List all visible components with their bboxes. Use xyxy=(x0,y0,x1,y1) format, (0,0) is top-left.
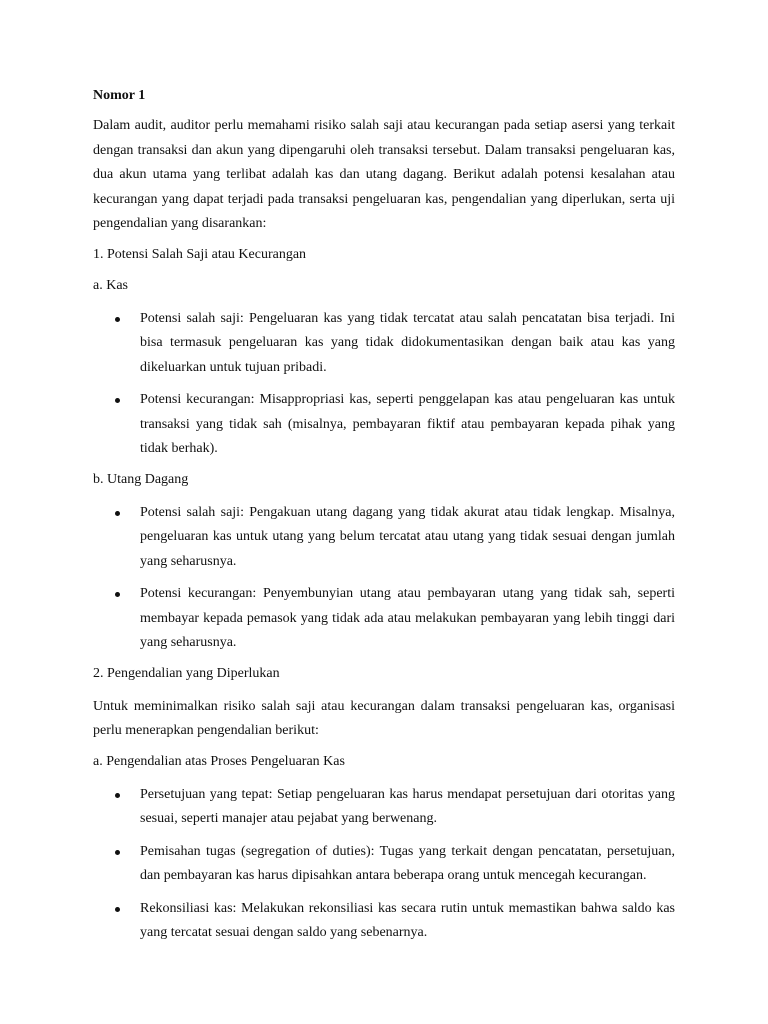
list-item xyxy=(93,840,675,889)
bullet-icon xyxy=(115,592,120,597)
section2-intro-paragraph: Untuk meminimalkan risiko salah saji atau kecurangan dalam transaksi pengeluaran kas, organisasi perlu menerapkan pengendalian berikut: xyxy=(93,698,675,738)
bullet-icon xyxy=(115,793,120,798)
document-page xyxy=(93,86,675,954)
subsection-proses-heading: a. Pengendalian atas Proses Pengeluaran Kas xyxy=(93,753,345,769)
intro-paragraph: Dalam audit, auditor perlu memahami risiko salah saji atau kecurangan pada setiap asersi yang terkait dengan transaksi dan akun yang dipengaruhi oleh transaksi tersebut. Dalam transaksi pengeluaran kas, dua akun utama yang terlibat adalah kas dan utang dagang. Berikut adalah potensi kesalahan atau kecurangan yang dapat terjadi pada transaksi pengeluaran kas, pengendalian yang diperlukan, serta uji pengendalian yang disarankan: xyxy=(93,118,675,231)
subsection-utang-heading: b. Utang Dagang xyxy=(93,471,189,487)
list-item-text: Rekonsiliasi kas: Melakukan rekonsiliasi kas secara rutin untuk memastikan bahwa saldo kas yang tercatat sesuai dengan saldo yang sebenarnya. xyxy=(140,900,675,940)
list-item xyxy=(93,582,675,656)
section2-heading: 2. Pengendalian yang Diperlukan xyxy=(93,665,280,681)
bullet-icon xyxy=(115,317,120,322)
list-item-text: Potensi kecurangan: Misappropriasi kas, seperti penggelapan kas atau pengeluaran kas untuk transaksi yang tidak sah (misalnya, pembayaran fiktif atau pembayaran kepada pihak yang tidak berhak). xyxy=(140,392,675,456)
section1-heading: 1. Potensi Salah Saji atau Kecurangan xyxy=(93,246,307,262)
list-item-text: Persetujuan yang tepat: Setiap pengeluaran kas harus mendapat persetujuan dari otoritas yang sesuai, seperti manajer atau pejabat yang berwenang. xyxy=(140,786,675,826)
list-item-text: Pemisahan tugas (segregation of duties): Tugas yang terkait dengan pencatatan, persetujuan, dan pembayaran kas harus dipisahkan antara beberapa orang untuk mencegah kecurangan. xyxy=(140,843,675,883)
bullet-icon xyxy=(115,398,120,403)
list-item xyxy=(93,307,675,381)
bullet-icon xyxy=(115,907,120,912)
document-title: Nomor 1 xyxy=(93,88,146,103)
list-item-text: Potensi kecurangan: Penyembunyian utang atau pembayaran utang yang tidak sah, seperti membayar kepada pemasok yang tidak ada atau melakukan pembayaran yang lebih tinggi dari yang seharusnya. xyxy=(140,586,675,650)
list-item-text: Potensi salah saji: Pengeluaran kas yang tidak tercatat atau salah pencatatan bisa terjadi. Ini bisa termasuk pengeluaran kas yang tidak didokumentasikan dengan baik atau kas yang dikeluarkan untuk tujuan pribadi. xyxy=(140,310,675,375)
kas-bullet-list xyxy=(93,307,675,462)
list-item xyxy=(93,783,675,832)
list-item xyxy=(93,388,675,462)
utang-bullet-list xyxy=(93,501,675,656)
list-item xyxy=(93,897,675,946)
list-item xyxy=(93,501,675,575)
list-item-text: Potensi salah saji: Pengakuan utang dagang yang tidak akurat atau tidak lengkap. Misalnya, pengeluaran kas untuk utang yang belum tercatat atau utang yang tidak sesuai dengan jumlah yang seharusnya. xyxy=(140,504,675,569)
proses-bullet-list xyxy=(93,783,675,946)
bullet-icon xyxy=(115,511,120,516)
subsection-kas-heading: a. Kas xyxy=(93,277,128,293)
bullet-icon xyxy=(115,850,120,855)
